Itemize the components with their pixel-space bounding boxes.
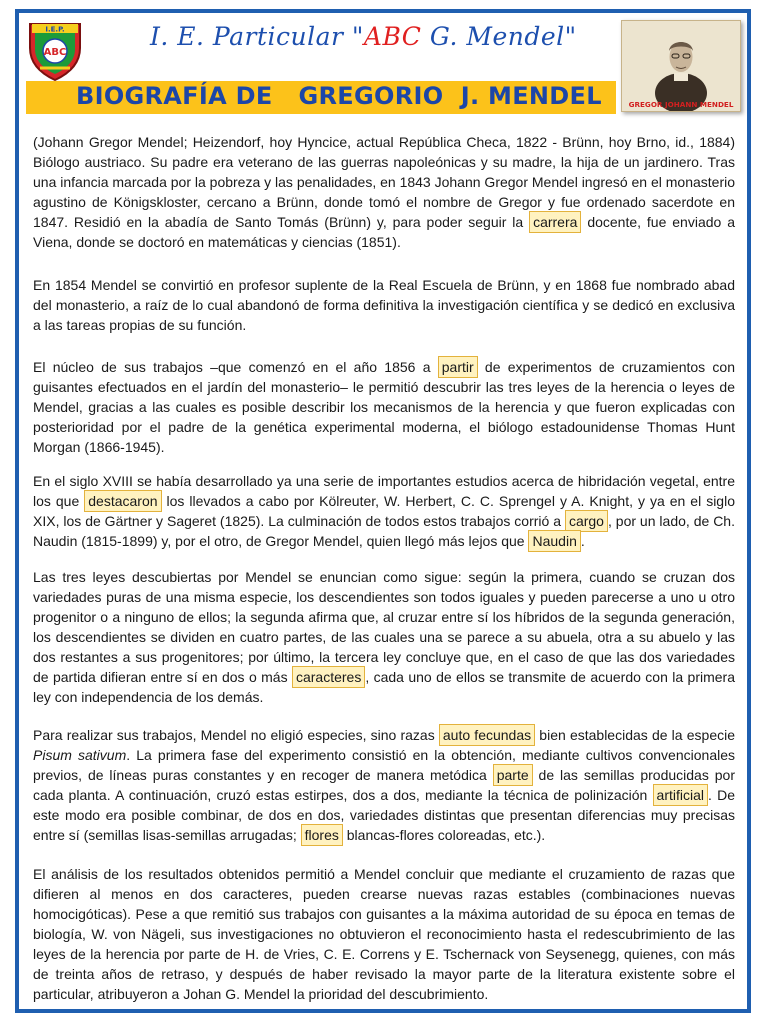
text-run: En el siglo XVIII se había desarrollado ya una serie de importantes estudios acerca de hibridación vegetal, entre los que [33, 473, 735, 509]
text-run: El núcleo de sus trabajos –que comenzó en el año 1856 a [33, 359, 438, 375]
biography-body [33, 132, 735, 1004]
highlighted-word: auto fecundas [439, 724, 535, 746]
text-run: bien establecidas de la especie [535, 727, 735, 743]
highlighted-word: cargo [565, 510, 608, 532]
logo-letters: ABC [43, 47, 67, 58]
text-run: de las semillas producidas por cada planta. A continuación, cruzó estas estirpes, dos a dos, mediante la técnica de polinización [33, 767, 735, 803]
paragraph-4 [33, 471, 735, 551]
highlighted-word: carrera [529, 211, 581, 233]
paragraph-7 [33, 864, 735, 1004]
text-run: . La primera fase del experimento consistió en la obtención, mediante cultivos convencionales previos, de líneas puras constantes y en recoger de manera metódica [33, 747, 735, 783]
portrait-figure [622, 21, 740, 111]
text-run: , cada uno de ellos se transmite de acuerdo con la primera ley con independencia de los demás. [33, 669, 735, 705]
school-abc: ABC [363, 22, 422, 51]
text-run: Las tres leyes descubiertas por Mendel se enuncian como sigue: según la primera, cuando se cruzan dos variedades puras de una misma especie, los descendientes son todos iguales y pueden parecerse a uno u otro progenitor o a ninguno de ellos; la segunda afirma que, al cruzar entre sí los híbridos de la segunda generación, los descendientes se dividen en cuatro partes, de las cuales una se parece a su abuela, otra a su abuelo y las dos restantes a sus progenitores; por último, la tercera ley concluye que, en el caso de que las dos variedades de partida difieran entre sí en dos o más [33, 569, 735, 685]
paragraph-5 [33, 567, 735, 707]
portrait-caption: GREGOR JOHANN MENDEL [628, 100, 734, 109]
highlighted-word: Naudin [528, 530, 580, 552]
text-run: . [580, 533, 585, 549]
text-run: los llevados a cabo por Kölreuter, W. Herbert, C. C. Sprengel y A. Knight, y ya en el siglo XIX, los de Gärtner y Sageret (1825). La culminación de todos estos trabajos corrió a [33, 493, 735, 529]
text-run: de experimentos de cruzamientos con guisantes efectuados en el jardín del monasterio– le permitió descubrir las tres leyes de la herencia o leyes de Mendel, gracias a las cuales es posible describir los mecanismos de la herencia y que fueron explicadas con posterioridad por el padre de la genética experimental moderna, el biólogo estadounidense Thomas Hunt Morgan (1866-1945). [33, 359, 735, 455]
text-run: En 1854 Mendel se convirtió en profesor suplente de la Real Escuela de Brünn, y en 1868 fue nombrado abad del monasterio, a raíz de lo cual abandonó de forma definitiva la investigación científica y se dedicó en exclusiva a las tareas propias de su función. [33, 277, 735, 333]
highlighted-word: flores [301, 824, 343, 846]
text-run: , por un lado, de Ch. Naudin (1815-1899) y, por el otro, de Gregor Mendel, quien llegó más lejos que [33, 513, 735, 549]
paragraph-2 [33, 275, 735, 335]
highlighted-word: artificial [653, 784, 708, 806]
highlighted-word: destacaron [84, 490, 161, 512]
paragraph-3 [33, 357, 735, 457]
highlighted-word: caracteres [292, 666, 365, 688]
school-prefix: I. E. Particular " [150, 22, 364, 51]
text-run: . De este modo era posible combinar, de dos en dos, variedades distintas que presentan diferencias muy precisas entre sí (semillas lisas-semillas arrugadas; [33, 787, 735, 843]
text-run: (Johann Gregor Mendel; Heizendorf, hoy Hyncice, actual República Checa, 1822 - Brünn, hoy Brno, id., 1884) Biólogo austriaco. Su padre era veterano de las guerras napoleónicas y su madre, la hija de un jardinero. Tras una infancia marcada por la pobreza y las penalidades, en 1843 Johann Gregor Mendel ingresó en el monasterio agustino de Königskloster, cercano a Brünn, donde tomó el nombre de Gregor y fue ordenado sacerdote en 1847. Residió en la abadía de Santo Tomás (Brünn) y, para poder seguir la [33, 134, 736, 230]
paragraph-1 [33, 132, 735, 252]
text-run: docente, fue enviado a Viena, donde se doctoró en matemáticas y ciencias (1851). [33, 214, 735, 250]
school-suffix: G. Mendel" [421, 22, 577, 51]
species-name: Pisum sativum [33, 747, 127, 763]
text-run: Para realizar sus trabajos, Mendel no eligió especies, sino razas [33, 727, 439, 743]
school-shield-logo [26, 18, 84, 82]
paragraph-6 [33, 725, 735, 845]
page-title: BIOGRAFÍA DE GREGORIO J. MENDEL [76, 82, 602, 110]
text-run: El análisis de los resultados obtenidos permitió a Mendel concluir que mediante el cruzamiento de razas que difieren al menos en dos caracteres, pueden crearse nuevas razas estables (combinaciones nuevas homocigóticas). Pese a que remitió sus trabajos con guisantes a la máxima autoridad de su época en temas de biología, W. von Nägeli, sus investigaciones no obtuvieron el reconocimiento hasta el redescubrimiento de las leyes de la herencia por parte de H. de Vries, C. E. Correns y E. Tschernack von Seysenegg, quienes, con más de treinta años de retraso, y después de haber revisado la mayor parte de la literatura existente sobre el particular, atribuyeron a Johan G. Mendel la prioridad del descubrimiento. [33, 866, 735, 1002]
portrait-photo [621, 20, 741, 112]
logo-text: I.E.P. [45, 25, 65, 34]
school-name [150, 22, 577, 51]
text-run: blancas-flores coloreadas, etc.). [342, 827, 546, 843]
highlighted-word: partir [438, 356, 478, 378]
highlighted-word: parte [493, 764, 533, 786]
